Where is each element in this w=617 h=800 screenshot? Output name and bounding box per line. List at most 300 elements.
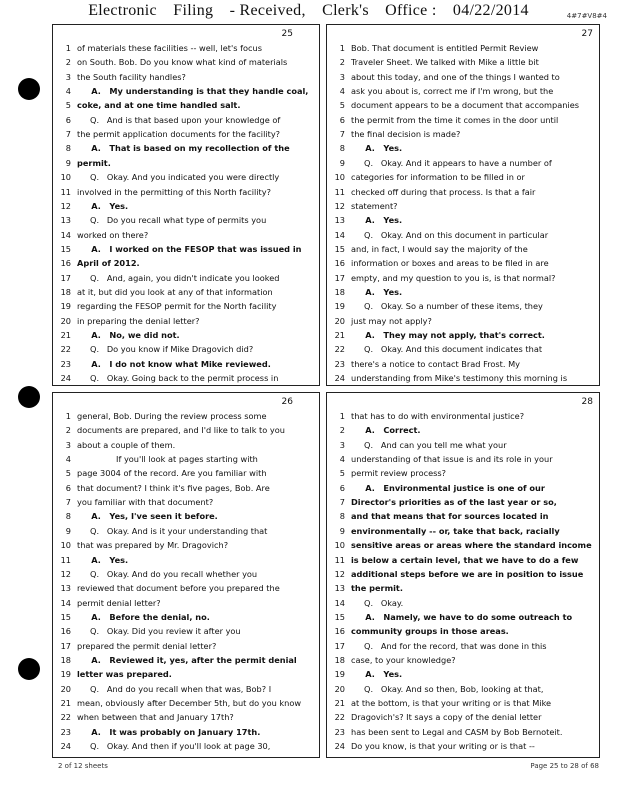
line-number: 19 [334, 669, 345, 680]
line-number: 18 [60, 654, 71, 665]
transcript-line [327, 410, 599, 423]
line-number: 14 [60, 597, 71, 608]
transcript-line [327, 214, 599, 227]
page-number: 27 [581, 29, 593, 39]
line-number: 6 [65, 482, 71, 493]
transcript-line [327, 343, 599, 356]
line-number: 11 [334, 186, 345, 197]
line-text: the South facility handles? [77, 71, 186, 82]
line-number: 17 [60, 272, 71, 283]
transcript-line [327, 582, 599, 595]
line-text: involved in the permitting of this North facility? [77, 186, 271, 197]
transcript-line [327, 56, 599, 69]
line-text: statement? [351, 200, 398, 211]
line-text: the permit from the time it comes in the door until [351, 114, 559, 125]
line-text: that document? I think it's five pages, Bob. Are [77, 482, 270, 493]
line-number: 19 [60, 301, 71, 312]
line-number: 6 [339, 114, 345, 125]
transcript-line [53, 625, 319, 638]
transcript-line [53, 510, 319, 523]
page-range: Page 25 to 28 of 68 [530, 762, 599, 770]
line-text: Bob. That document is entitled Permit Review [351, 43, 539, 53]
line-number: 1 [339, 411, 345, 421]
line-number: 23 [334, 726, 345, 737]
line-number: 1 [339, 43, 345, 53]
sheet-count: 2 of 12 sheets [58, 762, 108, 770]
line-number: 3 [339, 71, 345, 82]
line-text: A. Yes. [77, 200, 129, 211]
transcript-line [53, 99, 319, 112]
line-text: A. Reviewed it, yes, after the permit denial [77, 654, 297, 665]
line-text: letter was prepared. [77, 669, 172, 680]
line-number: 1 [65, 43, 71, 53]
line-text: categories for information to be filled in or [351, 172, 525, 183]
line-text: you familiar with that document? [77, 497, 214, 508]
line-number: 4 [65, 86, 71, 97]
line-text: Q. Okay. And then if you'll look at page 30, [77, 741, 271, 752]
line-text: permit denial letter? [77, 597, 161, 608]
line-text: about a couple of them. [77, 439, 176, 450]
electronic-filing-stamp [0, 2, 617, 20]
line-text: Q. Okay. And is it your understanding that [77, 525, 268, 536]
transcript-line [53, 286, 319, 299]
line-text: A. Yes. [351, 143, 403, 154]
line-number: 13 [60, 215, 71, 226]
line-number: 18 [60, 286, 71, 297]
transcript-line [53, 300, 319, 313]
transcript-page-25 [52, 24, 320, 386]
line-text: A. My understanding is that they handle coal, [77, 86, 309, 97]
line-number: 20 [334, 683, 345, 694]
transcript-line [53, 611, 319, 624]
line-text: Q. And is that based upon your knowledge of [77, 114, 281, 125]
transcript-line [327, 85, 599, 98]
line-text: at it, but did you look at any of that information [77, 286, 273, 297]
line-number: 18 [334, 654, 345, 665]
transcript-line [327, 740, 599, 753]
line-text: A. Environmental justice is one of our [351, 482, 545, 493]
corner-code: 4#7#V8#4 [566, 12, 607, 20]
line-number: 2 [65, 425, 71, 436]
transcript-line [327, 114, 599, 127]
line-number: 3 [339, 439, 345, 450]
line-number: 8 [339, 511, 345, 522]
line-number: 8 [65, 143, 71, 154]
transcript-line [53, 71, 319, 84]
line-number: 5 [65, 468, 71, 479]
line-text: the permit. [351, 583, 403, 594]
transcript-line [327, 554, 599, 567]
line-text: Q. Okay. Going back to the permit process in [77, 373, 279, 384]
line-text: general, Bob. During the review process some [77, 411, 267, 421]
transcript-line [327, 611, 599, 624]
line-text: mean, obviously after December 5th, but do you know [77, 698, 302, 708]
line-text: community groups in those areas. [351, 626, 509, 637]
line-number: 16 [334, 258, 345, 269]
line-text: A. Yes. [351, 215, 403, 226]
page-number: 26 [281, 397, 293, 407]
line-number: 14 [60, 229, 71, 240]
transcript-line [327, 482, 599, 495]
transcript-line [53, 343, 319, 356]
line-number: 12 [334, 200, 345, 211]
transcript-line [53, 200, 319, 213]
transcript-line [53, 128, 319, 141]
line-number: 7 [339, 129, 345, 140]
line-text: Q. Okay. And this document indicates that [351, 344, 543, 355]
transcript-line [53, 482, 319, 495]
line-number: 17 [334, 640, 345, 651]
line-text: Q. Do you know if Mike Dragovich did? [77, 344, 254, 355]
transcript-page-27 [326, 24, 600, 386]
line-text: coke, and at one time handled salt. [77, 100, 241, 111]
line-number: 16 [60, 626, 71, 637]
line-number: 21 [60, 698, 71, 708]
transcript-line [53, 439, 319, 452]
transcript-line [327, 257, 599, 270]
transcript-line [53, 229, 319, 242]
line-text: A. That is based on my recollection of the [77, 143, 290, 154]
transcript-line [327, 625, 599, 638]
line-number: 21 [334, 330, 345, 340]
line-number: 20 [60, 683, 71, 694]
line-text: that was prepared by Mr. Dragovich? [77, 540, 229, 551]
punch-hole-top [18, 78, 40, 100]
line-text: that has to do with environmental justice? [351, 411, 525, 421]
transcript-line [327, 453, 599, 466]
line-number: 7 [65, 497, 71, 508]
transcript-line [327, 171, 599, 184]
line-text: regarding the FESOP permit for the North facility [77, 301, 277, 312]
transcript-line [53, 85, 319, 98]
line-text: page 3004 of the record. Are you familiar with [77, 468, 267, 479]
transcript-line [53, 539, 319, 552]
line-text: when between that and January 17th? [77, 712, 234, 723]
line-number: 20 [60, 315, 71, 326]
transcript-line [53, 358, 319, 371]
transcript-line [327, 128, 599, 141]
transcript-line [53, 56, 319, 69]
stamp-part: Electronic [88, 2, 157, 19]
line-number: 9 [65, 525, 71, 536]
transcript-line [327, 329, 599, 342]
line-number: 14 [334, 597, 345, 608]
line-number: 13 [334, 583, 345, 594]
transcript-line [53, 711, 319, 724]
transcript-line [327, 315, 599, 328]
line-number: 5 [339, 100, 345, 111]
line-text: A. No, we did not. [77, 330, 180, 340]
line-number: 12 [334, 568, 345, 579]
line-number: 5 [339, 468, 345, 479]
line-number: 15 [60, 243, 71, 254]
transcript-line [53, 668, 319, 681]
line-text: A. Namely, we have to do some outreach to [351, 611, 573, 622]
line-number: 24 [334, 373, 345, 384]
line-text: information or boxes and areas to be filed in are [351, 258, 549, 269]
line-text: environmentally -- or, take that back, racially [351, 525, 560, 536]
transcript-line [327, 496, 599, 509]
transcript-line [53, 568, 319, 581]
line-number: 19 [60, 669, 71, 680]
line-text: A. It was probably on January 17th. [77, 726, 261, 737]
line-number: 11 [60, 186, 71, 197]
line-text: Director's priorities as of the last year or so, [351, 497, 557, 508]
line-text: Q. Okay. And so then, Bob, looking at that, [351, 683, 544, 694]
transcript-line [327, 683, 599, 696]
line-number: 9 [339, 157, 345, 168]
line-number: 9 [339, 525, 345, 536]
transcript-line [327, 157, 599, 170]
line-number: 12 [60, 200, 71, 211]
transcript-line [327, 597, 599, 610]
line-number: 16 [334, 626, 345, 637]
line-number: 16 [60, 258, 71, 269]
line-text: just may not apply? [351, 315, 432, 326]
line-text: sensitive areas or areas where the standard income [351, 540, 592, 551]
line-number: 21 [60, 330, 71, 340]
line-number: 21 [334, 698, 345, 708]
line-text: A. Yes, I've seen it before. [77, 511, 218, 522]
line-text: permit review process? [351, 468, 447, 479]
line-number: 13 [60, 583, 71, 594]
line-number: 17 [334, 272, 345, 283]
line-text: additional steps before we are in position to issue [351, 568, 584, 579]
line-number: 2 [65, 57, 71, 68]
line-text: checked off during that process. Is that a fair [351, 186, 536, 197]
transcript-line [53, 683, 319, 696]
line-text: Q. Okay. Did you review it after you [77, 626, 241, 637]
transcript-line [327, 711, 599, 724]
transcript-line [327, 272, 599, 285]
line-text: there's a notice to contact Brad Frost. My [351, 358, 520, 369]
line-text: on South. Bob. Do you know what kind of materials [77, 57, 288, 68]
line-text: and, in fact, I would say the majority of the [351, 243, 528, 254]
line-number: 22 [60, 712, 71, 723]
stamp-part: - Received, [229, 2, 306, 19]
line-number: 10 [334, 172, 345, 183]
transcript-line [53, 257, 319, 270]
line-number: 24 [60, 741, 71, 752]
transcript-line [53, 740, 319, 753]
transcript-page-26 [52, 392, 320, 758]
line-text: A. Correct. [351, 425, 421, 436]
line-number: 23 [60, 726, 71, 737]
line-text: A. Yes. [77, 554, 129, 565]
transcript-line [327, 243, 599, 256]
line-text: A. I worked on the FESOP that was issued in [77, 243, 302, 254]
transcript-line [53, 186, 319, 199]
line-number: 23 [334, 358, 345, 369]
line-number: 17 [60, 640, 71, 651]
transcript-line [53, 372, 319, 385]
line-text: Q. And do you recall when that was, Bob? I [77, 683, 272, 694]
line-number: 20 [334, 315, 345, 326]
transcript-line [53, 243, 319, 256]
line-text: has been sent to Legal and CASM by Bob Bernoteit. [351, 726, 563, 737]
line-text: Q. Do you recall what type of permits you [77, 215, 267, 226]
line-text: Q. And can you tell me what your [351, 439, 507, 450]
line-number: 6 [339, 482, 345, 493]
transcript-line [327, 200, 599, 213]
transcript-line [327, 142, 599, 155]
line-number: 11 [60, 554, 71, 565]
transcript-line [53, 597, 319, 610]
line-number: 10 [60, 172, 71, 183]
line-number: 22 [60, 344, 71, 355]
transcript-line [327, 539, 599, 552]
line-text: Q. Okay. And on this document in particular [351, 229, 549, 240]
line-text: Q. Okay. And it appears to have a number of [351, 157, 552, 168]
line-number: 8 [339, 143, 345, 154]
transcript-line [53, 142, 319, 155]
line-text: empty, and my question to you is, is that normal? [351, 272, 556, 283]
stamp-part: Filing [173, 2, 214, 19]
line-text: Q. Okay. So a number of these items, they [351, 301, 543, 312]
transcript-line [327, 229, 599, 242]
transcript-line [327, 358, 599, 371]
line-text: is below a certain level, that we have to do a few [351, 554, 579, 565]
transcript-line [327, 186, 599, 199]
line-text: Q. And for the record, that was done in this [351, 640, 547, 651]
line-number: 3 [65, 71, 71, 82]
transcript-line [327, 697, 599, 710]
transcript-line [327, 654, 599, 667]
line-text: documents are prepared, and I'd like to talk to you [77, 425, 285, 436]
line-number: 2 [339, 57, 345, 68]
transcript-line [53, 453, 319, 466]
line-text: understanding from Mike's testimony this morning is [351, 373, 568, 384]
line-number: 15 [334, 243, 345, 254]
line-number: 14 [334, 229, 345, 240]
transcript-line [53, 157, 319, 170]
transcript-line [53, 214, 319, 227]
line-text: Q. Okay. And do you recall whether you [77, 568, 258, 579]
line-number: 7 [339, 497, 345, 508]
transcript-line [327, 99, 599, 112]
line-text: worked on there? [77, 229, 149, 240]
line-number: 2 [339, 425, 345, 436]
line-number: 18 [334, 286, 345, 297]
line-text: Q. Okay. [351, 597, 404, 608]
transcript-line [327, 467, 599, 480]
transcript-line [327, 286, 599, 299]
line-text: and that means that for sources located in [351, 511, 549, 522]
line-text: document appears to be a document that accompanies [351, 100, 580, 111]
line-text: in preparing the denial letter? [77, 315, 200, 326]
line-number: 8 [65, 511, 71, 522]
page-number: 28 [581, 397, 593, 407]
transcript-line [327, 726, 599, 739]
transcript-line [53, 582, 319, 595]
line-number: 6 [65, 114, 71, 125]
line-number: 22 [334, 344, 345, 355]
line-number: 19 [334, 301, 345, 312]
line-number: 23 [60, 358, 71, 369]
line-number: 9 [65, 157, 71, 168]
page-number: 25 [281, 29, 293, 39]
transcript-line [327, 525, 599, 538]
punch-hole-middle [18, 386, 40, 408]
transcript-line [53, 329, 319, 342]
transcript-line [327, 568, 599, 581]
line-text: permit. [77, 157, 111, 168]
line-number: 13 [334, 215, 345, 226]
line-number: 24 [60, 373, 71, 384]
line-number: 4 [339, 86, 345, 97]
line-text: April of 2012. [77, 258, 140, 269]
line-number: 11 [334, 554, 345, 565]
line-text: of materials these facilities -- well, let's focus [77, 43, 262, 53]
line-text: A. Yes. [351, 286, 403, 297]
line-text: the final decision is made? [351, 129, 461, 140]
line-number: 22 [334, 712, 345, 723]
line-text: Do you know, is that your writing or is that -- [351, 741, 535, 752]
line-text: If you'll look at pages starting with [77, 454, 258, 465]
line-text: about this today, and one of the things I wanted to [351, 71, 560, 82]
line-text: reviewed that document before you prepared the [77, 583, 280, 594]
transcript-line [53, 171, 319, 184]
punch-hole-bottom [18, 658, 40, 680]
transcript-line [53, 640, 319, 653]
transcript-line [53, 726, 319, 739]
line-number: 4 [339, 454, 345, 465]
line-text: A. Before the denial, no. [77, 611, 210, 622]
line-text: A. I do not know what Mike reviewed. [77, 358, 271, 369]
transcript-line [53, 424, 319, 437]
transcript-line [53, 697, 319, 710]
line-text: the permit application documents for the facility? [77, 129, 281, 140]
transcript-line [53, 315, 319, 328]
transcript-line [53, 467, 319, 480]
transcript-line [327, 640, 599, 653]
transcript-line [327, 668, 599, 681]
stamp-part: Office : [385, 2, 437, 19]
transcript-line [327, 300, 599, 313]
line-text: Q. And, again, you didn't indicate you looked [77, 272, 280, 283]
transcript-line [327, 42, 599, 55]
transcript-line [53, 272, 319, 285]
transcript-line [327, 510, 599, 523]
transcript-line [53, 42, 319, 55]
line-number: 1 [65, 411, 71, 421]
line-text: A. Yes. [351, 669, 403, 680]
line-number: 10 [334, 540, 345, 551]
line-text: Dragovich's? It says a copy of the denial letter [351, 712, 542, 723]
line-number: 5 [65, 100, 71, 111]
transcript-page-28 [326, 392, 600, 758]
transcript-line [53, 410, 319, 423]
line-number: 10 [60, 540, 71, 551]
transcript-line [327, 424, 599, 437]
line-text: understanding of that issue is and its role in your [351, 454, 553, 465]
line-text: at the bottom, is that your writing or is that Mike [351, 698, 552, 708]
line-number: 7 [65, 129, 71, 140]
transcript-line [327, 439, 599, 452]
transcript-line [53, 114, 319, 127]
line-number: 15 [60, 611, 71, 622]
line-text: case, to your knowledge? [351, 654, 456, 665]
transcript-line [53, 525, 319, 538]
line-text: Q. Okay. And you indicated you were directly [77, 172, 280, 183]
transcript-line [53, 554, 319, 567]
transcript-line [327, 71, 599, 84]
line-number: 3 [65, 439, 71, 450]
line-text: ask you about is, correct me if I'm wrong, but the [351, 86, 554, 97]
stamp-part: Clerk's [322, 2, 369, 19]
line-number: 24 [334, 741, 345, 752]
transcript-line [327, 372, 599, 385]
